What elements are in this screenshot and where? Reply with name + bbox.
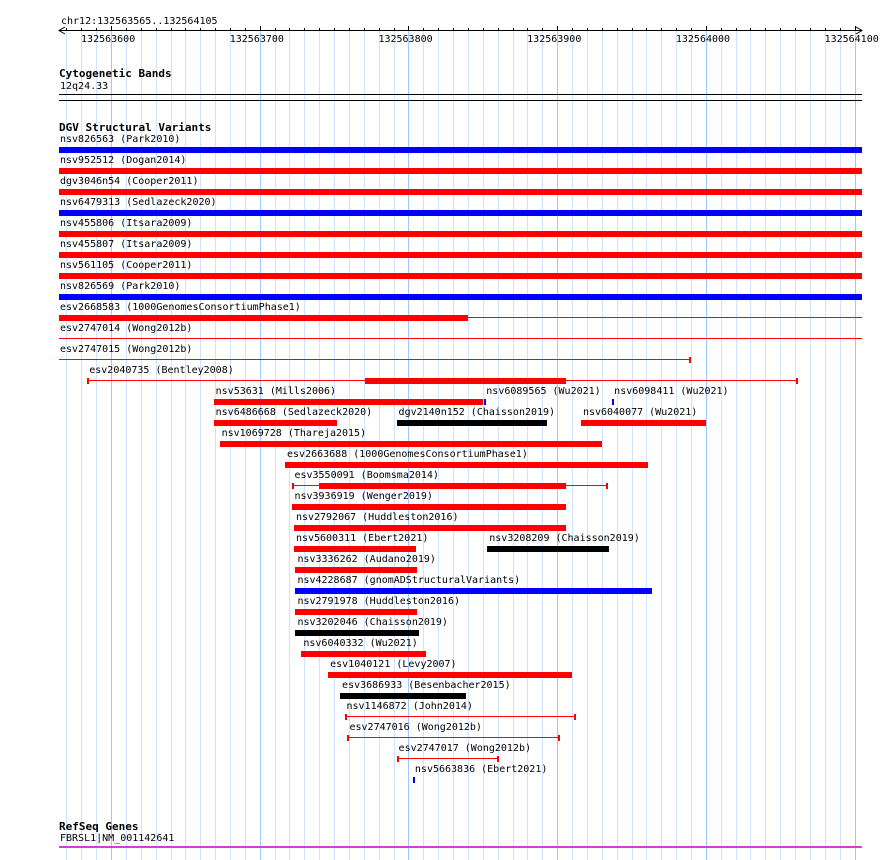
variant-label[interactable]: esv3550091 (Boomsma2014) — [294, 470, 439, 481]
variant-label[interactable]: nsv455807 (Itsara2009) — [60, 239, 193, 250]
variant-cap — [689, 357, 691, 363]
variant-label[interactable]: esv3686933 (Besenbacher2015) — [342, 680, 511, 691]
variant-cap — [574, 714, 576, 720]
cytoband-line-bottom — [59, 100, 862, 101]
dgv-track-title: DGV Structural Variants — [59, 121, 212, 134]
variant-label[interactable]: nsv5600311 (Ebert2021) — [295, 533, 429, 544]
variant-label[interactable]: nsv53631 (Mills2006) — [215, 386, 337, 397]
variant-label[interactable]: esv2747017 (Wong2012b) — [398, 743, 531, 754]
variant-bar[interactable] — [59, 210, 862, 216]
variant-cap — [397, 756, 399, 762]
variant-bar[interactable] — [340, 693, 466, 699]
variant-bar[interactable] — [294, 546, 416, 552]
variant-bar[interactable] — [59, 252, 862, 258]
variant-label[interactable]: nsv3936919 (Wenger2019) — [294, 491, 433, 502]
variant-cap — [606, 483, 608, 489]
refseq-track-title: RefSeq Genes — [59, 820, 139, 833]
variant-bar[interactable] — [59, 315, 466, 321]
cytoband-label: 12q24.33 — [60, 81, 109, 92]
variant-span[interactable] — [59, 359, 691, 360]
variant-bar[interactable] — [295, 609, 417, 615]
variant-span[interactable] — [347, 737, 560, 738]
variant-bar[interactable] — [59, 147, 862, 153]
variant-label[interactable]: esv2747016 (Wong2012b) — [349, 722, 482, 733]
variant-cap — [292, 483, 294, 489]
variant-label[interactable]: esv2040735 (Bentley2008) — [89, 365, 234, 376]
variant-label[interactable]: nsv3336262 (Audano2019) — [297, 554, 436, 565]
variant-bar[interactable] — [397, 420, 547, 426]
variant-label[interactable]: nsv6040332 (Wu2021) — [303, 638, 418, 649]
variant-cap — [497, 756, 499, 762]
variant-label[interactable]: nsv3208209 (Chaisson2019) — [489, 533, 640, 544]
variant-label[interactable]: dgv2140n152 (Chaisson2019) — [398, 407, 556, 418]
variant-bar[interactable] — [484, 399, 486, 405]
variant-bar[interactable] — [294, 525, 566, 531]
ruler-tick-label: 132563900 — [527, 34, 582, 45]
variant-bar[interactable] — [214, 420, 337, 426]
variant-bar[interactable] — [295, 630, 418, 636]
variant-bar[interactable] — [59, 168, 862, 174]
variant-bar[interactable] — [292, 504, 566, 510]
variant-label[interactable]: nsv6040077 (Wu2021) — [582, 407, 698, 418]
variant-label[interactable]: nsv6098411 (Wu2021) — [614, 386, 729, 397]
variant-label[interactable]: nsv4228687 (gnomADStructuralVariants) — [297, 575, 521, 586]
variant-label[interactable]: nsv952512 (Dogan2014) — [60, 155, 187, 166]
variant-bar[interactable] — [319, 483, 566, 489]
variant-label[interactable]: nsv6089565 (Wu2021) — [486, 386, 601, 397]
ruler-tick-label: 132563700 — [229, 34, 284, 45]
variant-span[interactable] — [466, 317, 862, 318]
variant-bar[interactable] — [487, 546, 609, 552]
variant-cap — [347, 735, 349, 741]
variant-label[interactable]: nsv826569 (Park2010) — [60, 281, 181, 292]
ruler-tick-label: 132563600 — [81, 34, 136, 45]
cytoband-line-top — [59, 94, 862, 95]
variant-bar[interactable] — [328, 672, 572, 678]
variant-bar[interactable] — [295, 567, 417, 573]
variant-label[interactable]: esv2668583 (1000GenomesConsortiumPhase1) — [60, 302, 301, 313]
variant-label[interactable]: nsv2792067 (Huddleston2016) — [295, 512, 459, 523]
variant-span[interactable] — [397, 758, 500, 759]
refseq-gene-line[interactable] — [59, 846, 862, 848]
variant-bar[interactable] — [59, 231, 862, 237]
variant-label[interactable]: nsv2791978 (Huddleston2016) — [297, 596, 460, 607]
region-label: chr12:132563565..132564105 — [61, 16, 218, 27]
variant-span[interactable] — [59, 338, 862, 339]
variant-bar[interactable] — [581, 420, 706, 426]
variant-label[interactable]: nsv6486668 (Sedlazeck2020) — [215, 407, 373, 418]
variant-label[interactable]: esv2747015 (Wong2012b) — [60, 344, 193, 355]
variant-label[interactable]: esv1040121 (Levy2007) — [330, 659, 457, 670]
variant-bar[interactable] — [365, 378, 566, 384]
ruler-tick-label: 132563800 — [378, 34, 433, 45]
variant-bar[interactable] — [295, 588, 652, 594]
variant-cap — [87, 378, 89, 384]
variant-label[interactable]: nsv1146872 (John2014) — [346, 701, 473, 712]
variant-bar[interactable] — [285, 462, 648, 468]
variant-label[interactable]: nsv1069728 (Thareja2015) — [221, 428, 367, 439]
refseq-gene-label[interactable]: FBRSL1|NM_001142641 — [60, 833, 175, 844]
variant-bar[interactable] — [612, 399, 614, 405]
variant-label[interactable]: dgv3046n54 (Cooper2011) — [60, 176, 199, 187]
variant-bar[interactable] — [59, 294, 862, 300]
variant-span[interactable] — [345, 716, 577, 717]
variant-label[interactable]: nsv6479313 (Sedlazeck2020) — [60, 197, 217, 208]
variant-label[interactable]: esv2663688 (1000GenomesConsortiumPhase1) — [287, 449, 528, 460]
cytoband-track-title: Cytogenetic Bands — [59, 67, 172, 80]
variant-bar[interactable] — [301, 651, 426, 657]
variant-label[interactable]: nsv455806 (Itsara2009) — [60, 218, 193, 229]
variant-cap — [796, 378, 798, 384]
variant-bar[interactable] — [59, 273, 862, 279]
variant-cap — [466, 315, 468, 321]
variant-bar[interactable] — [220, 441, 602, 447]
variant-label[interactable]: nsv826563 (Park2010) — [60, 134, 181, 145]
variant-cap — [345, 714, 347, 720]
variant-label[interactable]: nsv3202046 (Chaisson2019) — [297, 617, 448, 628]
variant-bar[interactable] — [59, 189, 862, 195]
ruler-tick-label: 132564100 — [824, 34, 879, 45]
variant-label[interactable]: esv2747014 (Wong2012b) — [60, 323, 193, 334]
variant-label[interactable]: nsv561105 (Cooper2011) — [60, 260, 193, 271]
variant-cap — [558, 735, 560, 741]
variant-bar[interactable] — [214, 399, 483, 405]
variant-label[interactable]: nsv5663836 (Ebert2021) — [414, 764, 548, 775]
variant-bar[interactable] — [413, 777, 415, 783]
ruler-tick-label: 132564000 — [675, 34, 731, 45]
